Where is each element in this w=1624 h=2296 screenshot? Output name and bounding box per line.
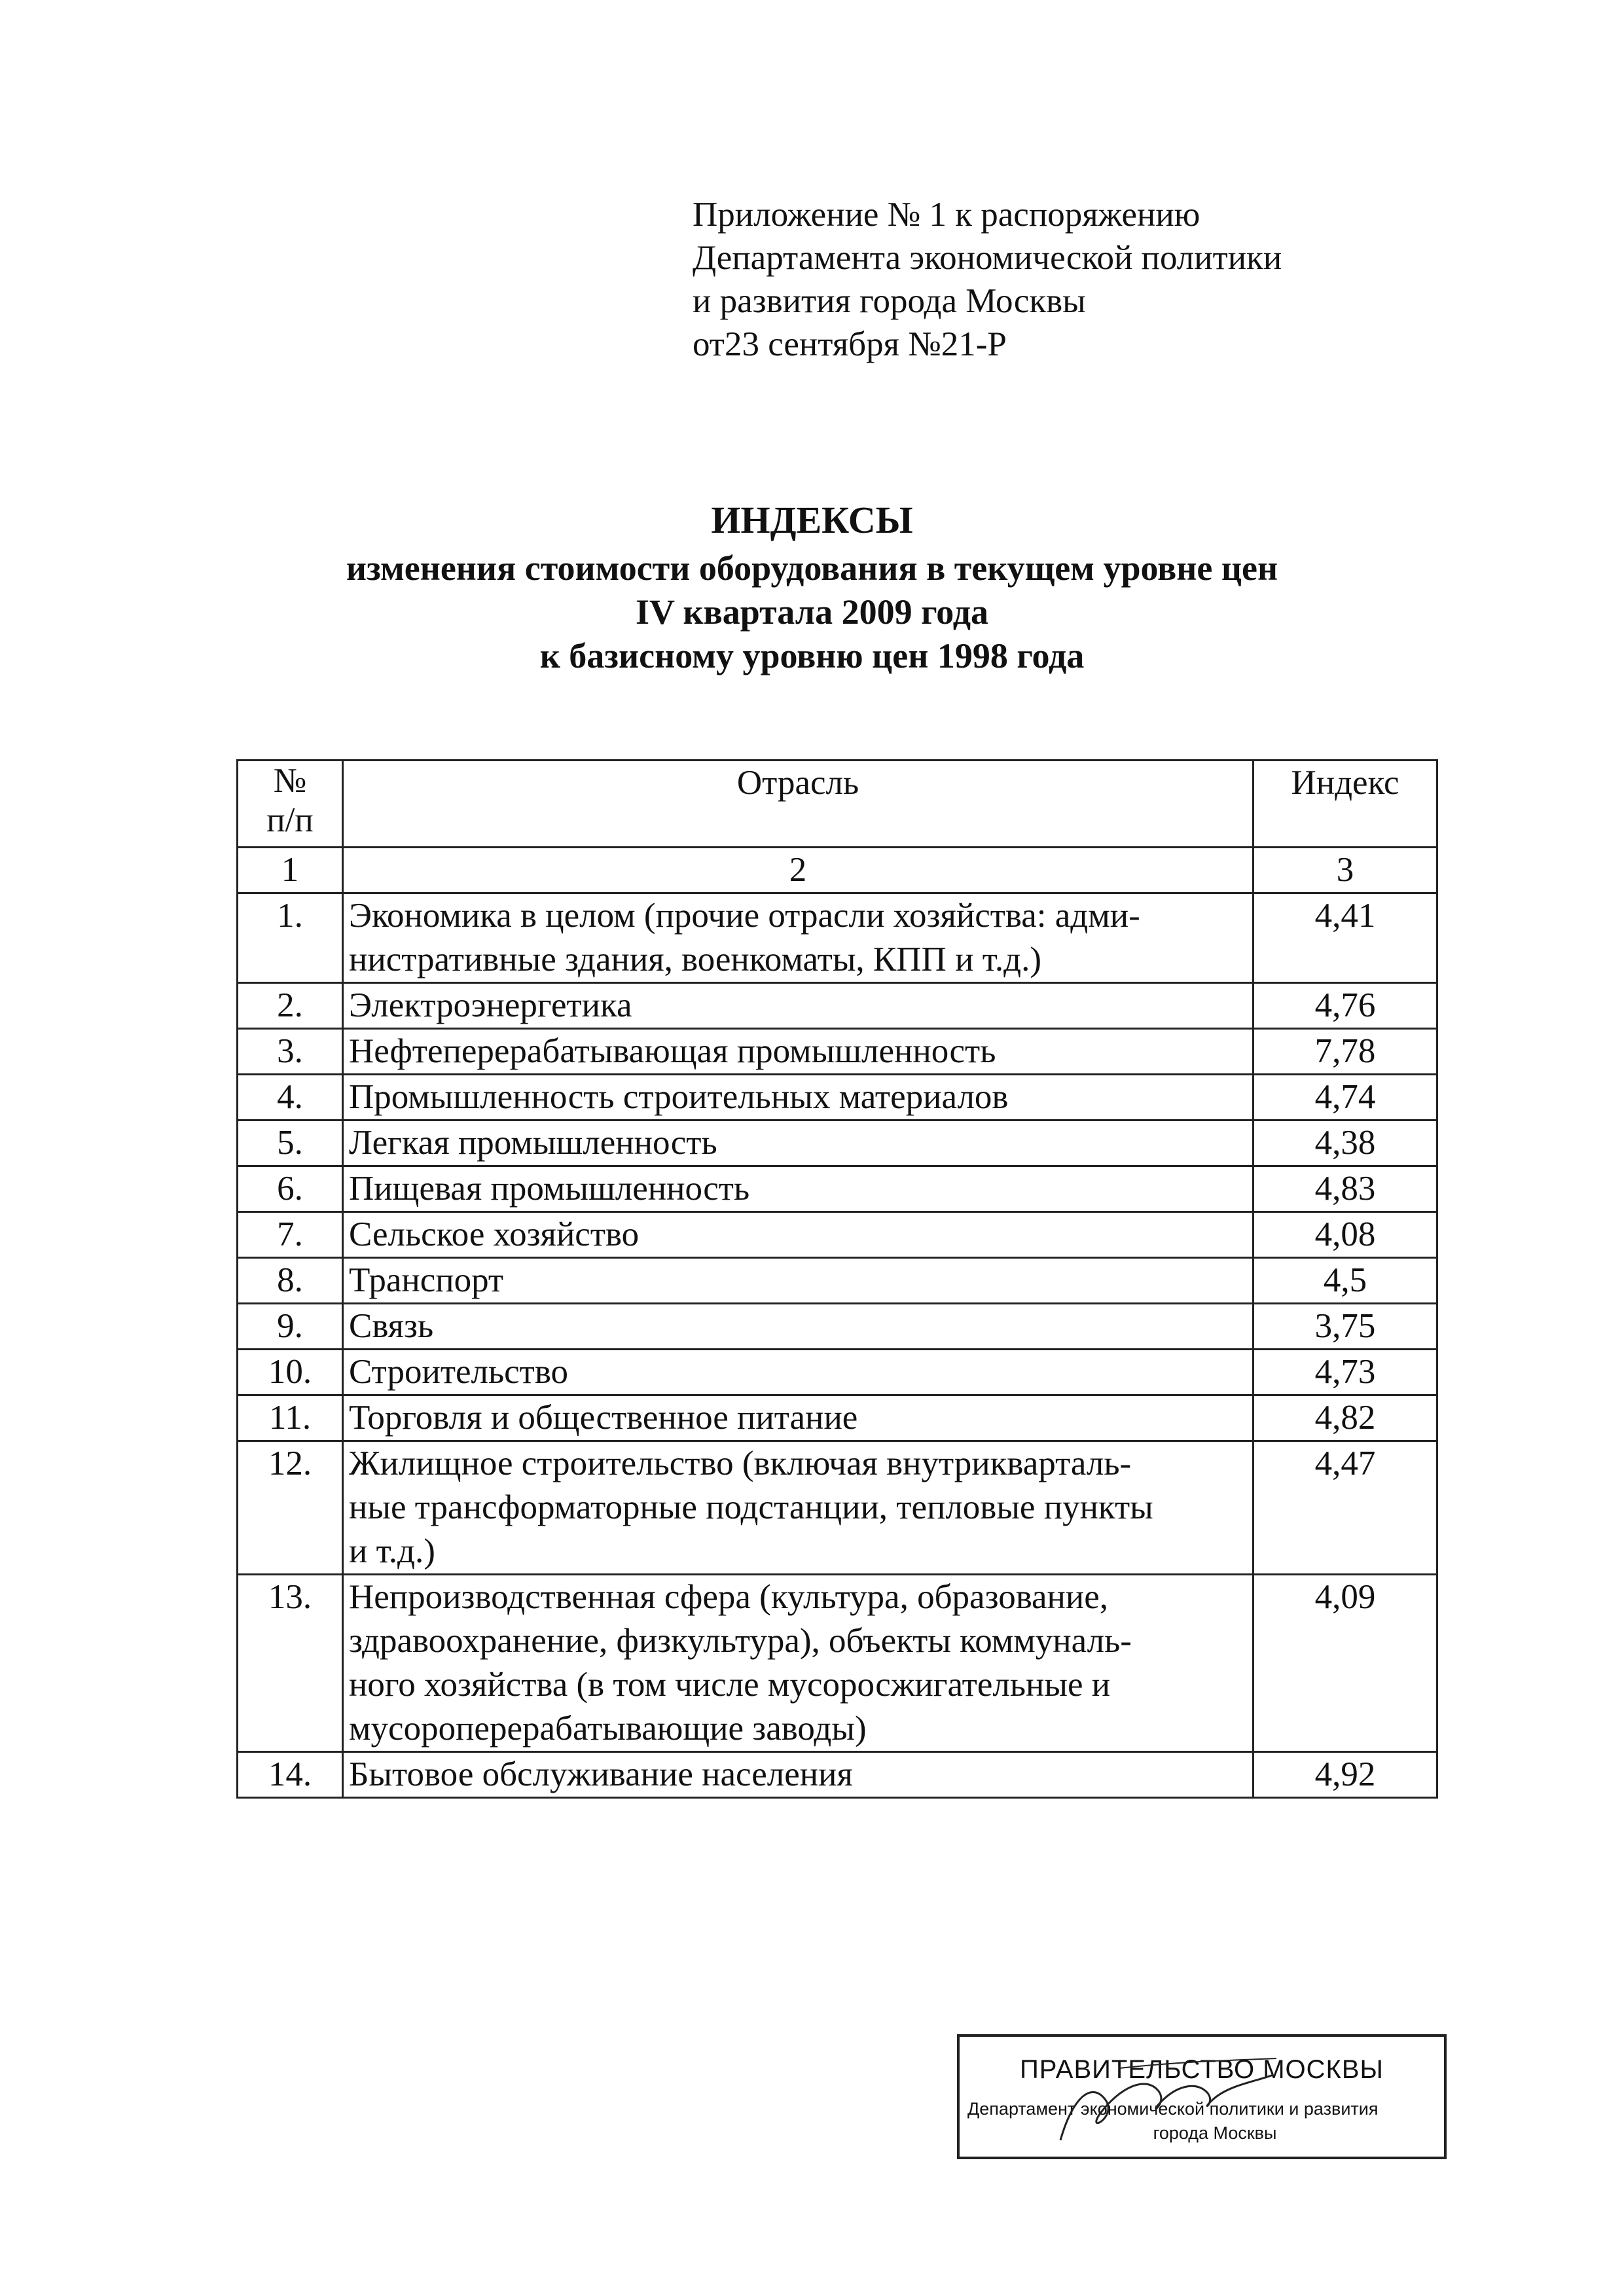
row-industry bbox=[343, 1121, 1254, 1166]
row-number: 8. bbox=[238, 1258, 343, 1304]
column-number-3: 3 bbox=[1254, 848, 1437, 893]
title-sub-1: изменения стоимости оборудования в текущем уровне цен bbox=[346, 548, 1278, 588]
row-number: 3. bbox=[238, 1029, 343, 1075]
row-index-value: 4,92 bbox=[1254, 1752, 1437, 1798]
row-industry-line: Непроизводственная сфера (культура, образование, bbox=[349, 1578, 1109, 1616]
row-industry-line: здравоохранение, физкультура), объекты коммуналь- bbox=[349, 1622, 1132, 1660]
row-number: 14. bbox=[238, 1752, 343, 1798]
attachment-line-3: и развития города Москвы bbox=[693, 282, 1086, 320]
row-number: 4. bbox=[238, 1075, 343, 1121]
table-header-row bbox=[238, 761, 1437, 848]
row-industry-line: Легкая промышленность bbox=[349, 1124, 717, 1162]
stamp-line-3: города Москвы bbox=[1153, 2123, 1277, 2143]
table-row bbox=[238, 1121, 1437, 1166]
row-number: 13. bbox=[238, 1575, 343, 1752]
row-industry-line: Пищевая промышленность bbox=[349, 1170, 750, 1208]
table-row bbox=[238, 1029, 1437, 1075]
table-row bbox=[238, 1258, 1437, 1304]
signature bbox=[1047, 2055, 1283, 2153]
row-index-value: 7,78 bbox=[1254, 1029, 1437, 1075]
row-index-value: 4,08 bbox=[1254, 1212, 1437, 1258]
table-row bbox=[238, 983, 1437, 1029]
row-industry bbox=[343, 1304, 1254, 1350]
row-industry bbox=[343, 1575, 1254, 1752]
table-row bbox=[238, 1350, 1437, 1395]
row-index-value: 3,75 bbox=[1254, 1304, 1437, 1350]
document-title bbox=[0, 494, 1624, 678]
row-industry-line: Строительство bbox=[349, 1353, 568, 1391]
row-industry bbox=[343, 1258, 1254, 1304]
stamp-line-2: Департамент экономической политики и развития bbox=[967, 2099, 1379, 2119]
attachment-line-1: Приложение № 1 к распоряжению bbox=[693, 196, 1200, 234]
column-number-row bbox=[238, 848, 1437, 893]
header-industry: Отрасль bbox=[343, 761, 1254, 848]
table-row bbox=[238, 1575, 1437, 1752]
row-industry-line: Торговля и общественное питание bbox=[349, 1399, 858, 1437]
table-row bbox=[238, 893, 1437, 983]
row-index-value: 4,73 bbox=[1254, 1350, 1437, 1395]
row-industry bbox=[343, 1212, 1254, 1258]
title-main: ИНДЕКСЫ bbox=[711, 499, 913, 541]
row-industry-line: и т.д.) bbox=[349, 1532, 435, 1570]
row-industry-line: Транспорт bbox=[349, 1261, 504, 1299]
table-row bbox=[238, 1166, 1437, 1212]
row-industry bbox=[343, 1441, 1254, 1575]
attachment-line-4: от23 сентября №21-Р bbox=[693, 325, 1007, 363]
row-index-value: 4,38 bbox=[1254, 1121, 1437, 1166]
row-industry-line: Жилищное строительство (включая внутрикварталь- bbox=[349, 1444, 1132, 1482]
row-industry-line: Электроэнергетика bbox=[349, 986, 632, 1024]
row-number: 6. bbox=[238, 1166, 343, 1212]
table-row bbox=[238, 1395, 1437, 1441]
table-row bbox=[238, 1212, 1437, 1258]
row-industry-line: Экономика в целом (прочие отрасли хозяйства: адми- bbox=[349, 897, 1140, 935]
table-row bbox=[238, 1075, 1437, 1121]
index-table bbox=[236, 759, 1438, 1799]
row-index-value: 4,83 bbox=[1254, 1166, 1437, 1212]
title-sub-3: к базисному уровню цен 1998 года bbox=[539, 636, 1085, 675]
row-industry-line: Нефтеперерабатывающая промышленность bbox=[349, 1032, 996, 1070]
row-industry bbox=[343, 1029, 1254, 1075]
row-industry bbox=[343, 983, 1254, 1029]
row-index-value: 4,82 bbox=[1254, 1395, 1437, 1441]
header-index: Индекс bbox=[1254, 761, 1437, 848]
attachment-line-2: Департамента экономической политики bbox=[693, 239, 1282, 277]
row-industry bbox=[343, 893, 1254, 983]
title-sub-2: IV квартала 2009 года bbox=[635, 592, 989, 632]
row-index-value: 4,09 bbox=[1254, 1575, 1437, 1752]
row-number: 10. bbox=[238, 1350, 343, 1395]
row-number: 12. bbox=[238, 1441, 343, 1575]
row-number: 7. bbox=[238, 1212, 343, 1258]
column-number-2: 2 bbox=[343, 848, 1254, 893]
row-number: 1. bbox=[238, 893, 343, 983]
row-industry-line: мусороперерабатывающие заводы) bbox=[349, 1710, 867, 1748]
row-number: 5. bbox=[238, 1121, 343, 1166]
row-industry-line: ного хозяйства (в том числе мусоросжигательные и bbox=[349, 1666, 1111, 1704]
stamp-line-1: ПРАВИТЕЛЬСТВО МОСКВЫ bbox=[1020, 2055, 1384, 2084]
row-industry bbox=[343, 1752, 1254, 1798]
header-number-symbol: № bbox=[273, 762, 307, 800]
row-industry-line: Связь bbox=[349, 1307, 434, 1345]
row-industry-line: Промышленность строительных материалов bbox=[349, 1078, 1009, 1116]
row-industry-line: нистративные здания, военкоматы, КПП и т.д.) bbox=[349, 941, 1041, 978]
row-industry bbox=[343, 1075, 1254, 1121]
table-row bbox=[238, 1304, 1437, 1350]
header-number bbox=[238, 761, 343, 848]
row-industry-line: Бытовое обслуживание населения bbox=[349, 1755, 853, 1793]
row-index-value: 4,5 bbox=[1254, 1258, 1437, 1304]
row-number: 9. bbox=[238, 1304, 343, 1350]
row-index-value: 4,47 bbox=[1254, 1441, 1437, 1575]
row-index-value: 4,74 bbox=[1254, 1075, 1437, 1121]
attachment-header bbox=[693, 193, 1282, 366]
row-index-value: 4,41 bbox=[1254, 893, 1437, 983]
table-body bbox=[238, 893, 1437, 1798]
table-row bbox=[238, 1441, 1437, 1575]
row-index-value: 4,76 bbox=[1254, 983, 1437, 1029]
row-number: 11. bbox=[238, 1395, 343, 1441]
row-industry bbox=[343, 1166, 1254, 1212]
row-number: 2. bbox=[238, 983, 343, 1029]
row-industry bbox=[343, 1395, 1254, 1441]
table-row bbox=[238, 1752, 1437, 1798]
header-number-abbr: п/п bbox=[266, 801, 314, 839]
row-industry bbox=[343, 1350, 1254, 1395]
column-number-1: 1 bbox=[238, 848, 343, 893]
row-industry-line: Сельское хозяйство bbox=[349, 1215, 640, 1253]
row-industry-line: ные трансформаторные подстанции, тепловые пункты bbox=[349, 1488, 1153, 1526]
